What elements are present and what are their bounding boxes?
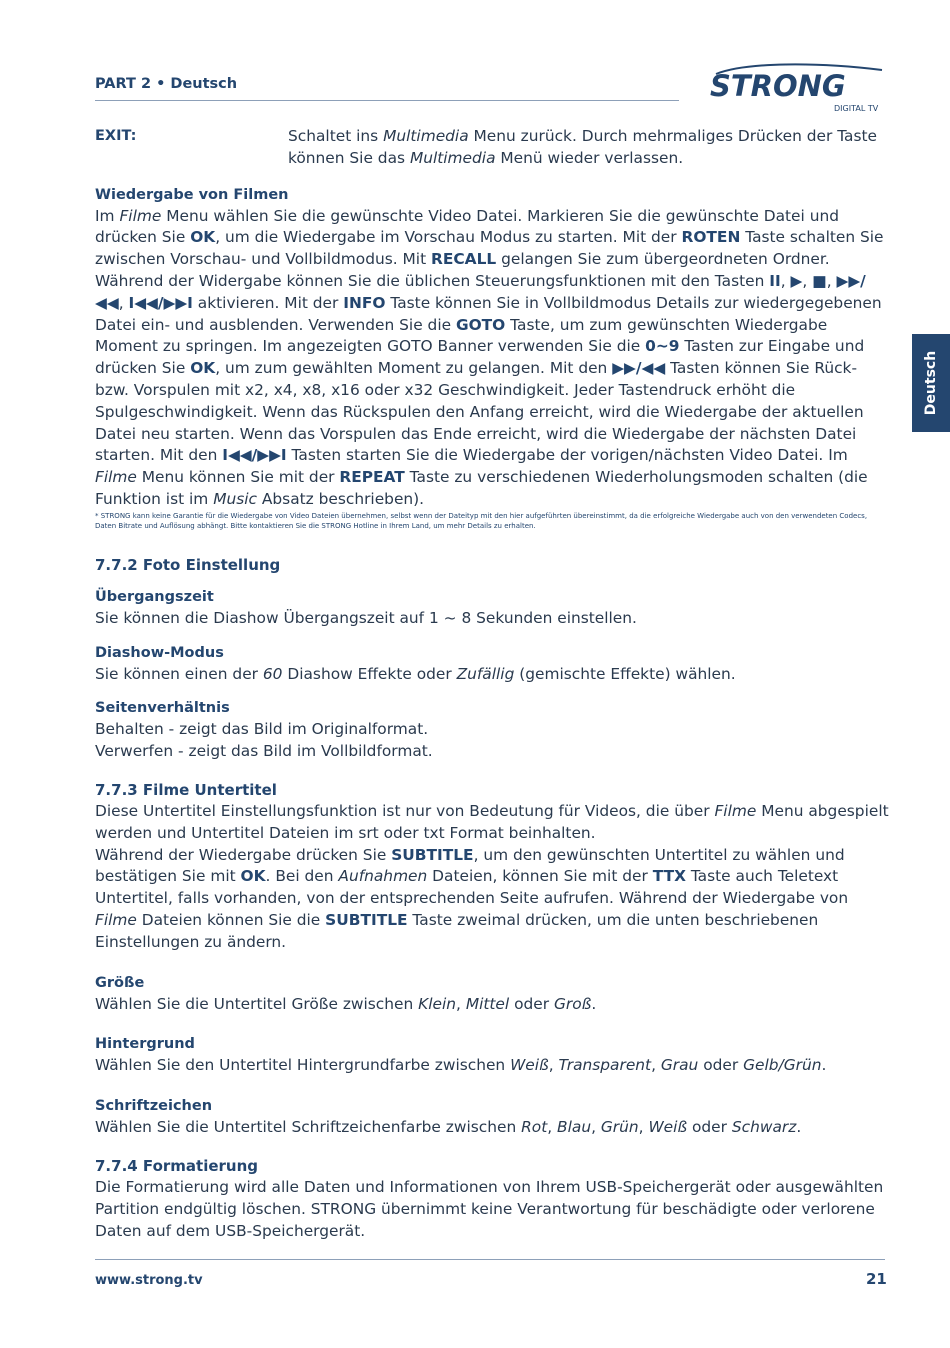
language-side-tab bbox=[912, 334, 950, 432]
footer-divider bbox=[95, 1259, 885, 1260]
paragraph-uebergangszeit: Sie können die Diashow Übergangszeit auf 1 ~ 8 Sekunden einstellen. bbox=[95, 608, 637, 627]
side-tab-label: Deutsch bbox=[923, 350, 939, 416]
section-formatierung: 7.7.4 Formatierung bbox=[95, 1156, 259, 1175]
exit-entry bbox=[95, 126, 890, 170]
header-part: PART 2 • Deutsch bbox=[95, 76, 238, 92]
heading-groesse: Größe bbox=[95, 974, 145, 991]
section-foto-einstellung: 7.7.2 Foto Einstellung bbox=[95, 555, 281, 574]
exit-description: Schaltet ins Multimedia Menu zurück. Durch mehrmaliges Drücken der Taste können Sie das Multimedia Menü wieder verlassen. bbox=[288, 127, 877, 167]
page-content bbox=[95, 126, 890, 1242]
heading-diashow-modus: Diashow-Modus bbox=[95, 644, 224, 661]
exit-label: EXIT: bbox=[95, 128, 137, 144]
skip-key-glyph: I◀◀/▶▶I bbox=[128, 293, 193, 312]
fast-forward-rewind-key-glyph: ▶▶/◀◀ bbox=[612, 359, 666, 378]
svg-text:DIGITAL TV: DIGITAL TV bbox=[834, 104, 879, 113]
footnote: * STRONG kann keine Garantie für die Wiedergabe von Video Dateien übernehmen, selbst wenn der Dateityp mit den hier aufgeführten übereinstimmt, da die erfolgreiche Wiedergabe auch von den verwendeten Codecs, Daten Bitrate und Auflösung abhängt. Bitte kontaktieren Sie die STRONG Hotline in Ihrem Land, um mehr Details zu erhalten. bbox=[95, 511, 868, 531]
svg-text:STRONG: STRONG bbox=[710, 69, 846, 103]
paragraph-behalten: Behalten - zeigt das Bild im Originalformat. bbox=[95, 720, 429, 739]
fast-forward-rewind-key-glyph: ▶▶/◀◀ bbox=[95, 271, 866, 312]
skip-key-glyph: I◀◀/▶▶I bbox=[222, 446, 287, 465]
heading-schriftzeichen: Schriftzeichen bbox=[95, 1098, 213, 1115]
section-filme-untertitel: 7.7.3 Filme Untertitel bbox=[95, 780, 277, 799]
footer-url: www.strong.tv bbox=[95, 1273, 203, 1288]
paragraph-filme-intro: Im Filme Menu wählen Sie die gewünschte Video Datei. Markieren Sie die gewünschte Datei und drücken Sie OK, um die Wiedergabe im Vorschau Modus zu starten. Mit der ROTEN Taste schalten Sie zwischen Vorschau- und Vollbildmodus. Mit RECALL gelangen Sie zum übergeordneten Ordner. bbox=[95, 206, 884, 269]
paragraph-untertitel-usage: Während der Wiedergabe drücken Sie SUBTITLE, um den gewünschten Untertitel zu wählen und bestätigen Sie mit OK. Bei den Aufnahmen Dateien, können Sie mit der TTX Taste auch Teletext Untertitel, falls vorhanden, von der entsprechenden Seite aufrufen. Während der Wiedergabe von Filme Dateien können Sie die SUBTITLE Taste zweimal drücken, um die unten beschriebenen Einstellungen zu ändern. bbox=[95, 845, 849, 951]
play-key-glyph: ▶ bbox=[790, 271, 803, 290]
paragraph-formatierung: Die Formatierung wird alle Daten und Informationen von Ihrem USB-Speichergerät oder ausgewählten Partition endgültig löschen. STRONG übernimmt keine Verantwortung für beschädigte oder verlorene Daten auf dem USB-Speichergerät. bbox=[95, 1177, 884, 1240]
paragraph-groesse: Wählen Sie die Untertitel Größe zwischen Klein, Mittel oder Groß. bbox=[95, 994, 597, 1013]
paragraph-schriftzeichen: Wählen Sie die Untertitel Schriftzeichenfarbe zwischen Rot, Blau, Grün, Weiß oder Schwarz. bbox=[95, 1118, 802, 1137]
page-number: 21 bbox=[866, 1270, 887, 1288]
paragraph-hintergrund: Wählen Sie den Untertitel Hintergrundfarbe zwischen Weiß, Transparent, Grau oder Gelb/Grün. bbox=[95, 1056, 827, 1075]
heading-hintergrund: Hintergrund bbox=[95, 1036, 195, 1053]
paragraph-verwerfen: Verwerfen - zeigt das Bild im Vollbildformat. bbox=[95, 742, 433, 761]
header-divider bbox=[95, 100, 679, 101]
heading-wiedergabe-filmen: Wiedergabe von Filmen bbox=[95, 186, 289, 203]
heading-uebergangszeit: Übergangszeit bbox=[95, 588, 214, 605]
paragraph-untertitel-intro: Diese Untertitel Einstellungsfunktion ist nur von Bedeutung für Videos, die über Filme Menu abgespielt werden und Untertitel Dateien im srt oder txt Format beinhalten. bbox=[95, 801, 889, 842]
heading-seitenverhaeltnis: Seitenverhältnis bbox=[95, 700, 230, 717]
pause-key-glyph: II bbox=[769, 271, 781, 290]
strong-logo bbox=[706, 60, 886, 114]
paragraph-filme-controls: Während der Widergabe können Sie die üblichen Steuerungsfunktionen mit den Tasten II, ▶, ■, ▶▶/◀◀, I◀◀/▶▶I aktivieren. Mit der INFO Taste können Sie in Vollbildmodus Details zur wiedergegebenen Datei ein- und ausblenden. Verwenden Sie die GOTO Taste, um zum gewünschten Wiedergabe Moment zu springen. Im angezeigten GOTO Banner verwenden Sie die 0~9 Tasten zur Eingabe und drücken Sie OK, um zum gewählten Moment zu gelangen. Mit den ▶▶/◀◀ Tasten können Sie Rück- bzw. Vorspulen mit x2, x4, x8, x16 oder x32 Geschwindigkeit. Jeder Tastendruck erhöht die Spulgeschwindigkeit. Wenn das Rückspulen den Anfang erreicht, wird die Wiedergabe der aktuellen Datei neu starten. Wenn das Vorspulen das Ende erreicht, wird die Wiedergabe der nächsten Datei starten. Mit den I◀◀/▶▶I Tasten starten Sie die Wiedergabe der vorigen/nächsten Video Datei. Im Filme Menu können Sie mit der REPEAT Taste zu verschiedenen Wiederholungsmoden schalten (die Funktion ist im Music Absatz beschrieben). bbox=[95, 271, 882, 508]
stop-key-glyph: ■ bbox=[812, 271, 827, 290]
paragraph-diashow-modus: Sie können einen der 60 Diashow Effekte oder Zufällig (gemischte Effekte) wählen. bbox=[95, 664, 736, 683]
